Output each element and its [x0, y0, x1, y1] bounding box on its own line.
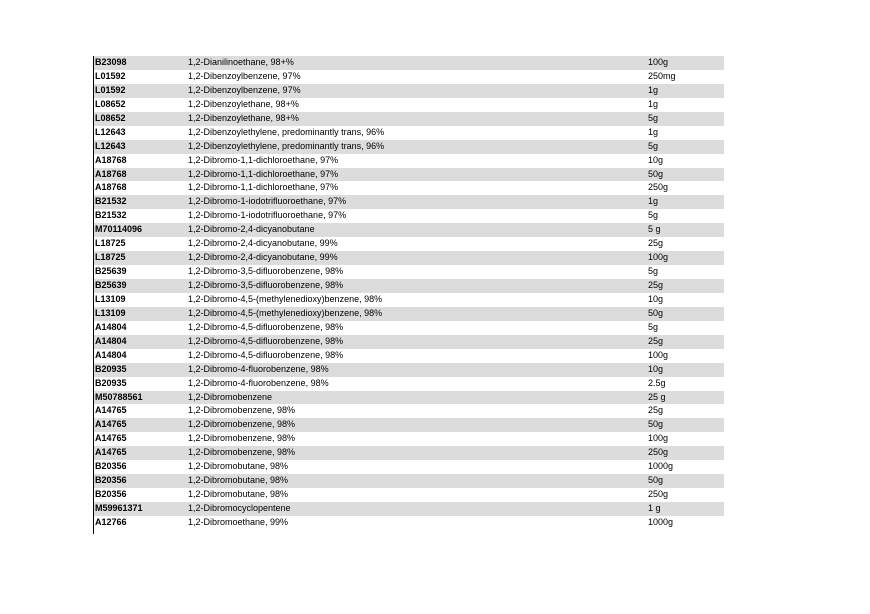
product-name: 1,2-Dibromobenzene, 98% [188, 447, 296, 458]
package-size: 1000g [648, 461, 674, 472]
catalog-number: B23098 [95, 57, 127, 67]
table-row [93, 460, 724, 474]
package-size: 5g [648, 210, 659, 221]
catalog-number: L08652 [95, 112, 126, 123]
product-name: 1,2-Dibromo-4-fluorobenzene, 98% [188, 377, 329, 388]
product-name: 1,2-Dibromobenzene, 98% [188, 419, 296, 430]
package-size: 5g [648, 266, 659, 277]
table-row [93, 154, 724, 168]
product-name: 1,2-Dibromo-4,5-difluorobenzene, 98% [188, 349, 344, 360]
package-size: 10g [648, 293, 664, 304]
product-name: 1,2-Dibromocyclopentene [188, 503, 291, 513]
table-row [93, 126, 724, 140]
table-row [93, 335, 724, 349]
catalog-number: A14804 [95, 335, 127, 346]
product-name: 1,2-Dibromo-1-iodotrifluoroethane, 97% [188, 210, 347, 221]
table-row [93, 488, 724, 502]
product-name: 1,2-Dibromo-2,4-dicyanobutane [188, 224, 315, 235]
catalog-number: B21532 [95, 196, 127, 207]
table-row [93, 70, 724, 84]
product-name: 1,2-Dibromo-3,5-difluorobenzene, 98% [188, 280, 344, 290]
table-row [93, 502, 724, 516]
package-size: 50g [648, 419, 664, 430]
package-size: 1000g [648, 516, 674, 527]
catalog-number: M59961371 [95, 503, 143, 513]
catalog-number: A14765 [95, 447, 127, 458]
catalog-number: A14804 [95, 321, 127, 332]
catalog-number: L18725 [95, 238, 126, 249]
table-row [93, 363, 724, 377]
table-row [93, 307, 724, 321]
catalog-number: A14765 [95, 405, 127, 416]
catalog-number: B25639 [95, 280, 127, 290]
table-row [93, 418, 724, 432]
package-size: 2.5g [648, 377, 666, 388]
package-size: 1g [648, 98, 659, 109]
package-size: 250g [648, 489, 669, 500]
package-size: 25 g [648, 391, 666, 402]
table-row [93, 84, 724, 98]
table-row [93, 223, 724, 237]
product-name: 1,2-Dibromobenzene, 98% [188, 433, 296, 444]
table-row [93, 56, 724, 70]
catalog-number: L01592 [95, 84, 126, 95]
product-name: 1,2-Dibromoethane, 99% [188, 516, 289, 527]
table-row [93, 404, 724, 418]
catalog-number: A14804 [95, 349, 127, 360]
package-size: 5g [648, 140, 659, 151]
product-name: 1,2-Dibromo-1,1-dichloroethane, 97% [188, 182, 339, 193]
table-row [93, 209, 724, 223]
package-size: 50g [648, 307, 664, 318]
table-row [93, 391, 724, 405]
table-row [93, 251, 724, 265]
catalog-number: B20356 [95, 489, 127, 500]
product-name: 1,2-Dibromo-4-fluorobenzene, 98% [188, 363, 329, 374]
table-row [93, 140, 724, 154]
package-size: 25g [648, 280, 664, 290]
catalog-number: M70114096 [95, 224, 143, 235]
table-row [93, 112, 724, 126]
catalog-number: L12643 [95, 126, 126, 137]
package-size: 5g [648, 321, 659, 332]
package-size: 100g [648, 349, 669, 360]
table-row [93, 446, 724, 460]
package-size: 100g [648, 252, 669, 263]
product-name: 1,2-Dibenzoylethane, 98+% [188, 98, 299, 109]
catalog-number: A18768 [95, 182, 127, 193]
package-size: 50g [648, 168, 664, 179]
package-size: 250g [648, 447, 669, 458]
catalog-number: B21532 [95, 210, 127, 221]
catalog-number: B20935 [95, 363, 127, 374]
catalog-table [93, 56, 724, 530]
package-size: 10g [648, 154, 664, 165]
product-name: 1,2-Dibenzoylethylene, predominantly trans, 96% [188, 126, 385, 137]
catalog-number: A14765 [95, 433, 127, 444]
product-name: 1,2-Dibromo-2,4-dicyanobutane, 99% [188, 238, 338, 249]
product-name: 1,2-Dibenzoylethylene, predominantly trans, 96% [188, 140, 385, 151]
table-row [93, 293, 724, 307]
table-row [93, 98, 724, 112]
product-name: 1,2-Dianilinoethane, 98+% [188, 57, 294, 67]
package-size: 1g [648, 84, 659, 95]
package-size: 25g [648, 335, 664, 346]
product-name: 1,2-Dibromo-4,5-difluorobenzene, 98% [188, 335, 344, 346]
table-row [93, 516, 724, 530]
product-name: 1,2-Dibenzoylbenzene, 97% [188, 70, 301, 81]
catalog-number: L01592 [95, 70, 126, 81]
product-name: 1,2-Dibromobenzene [188, 391, 273, 402]
table-row [93, 432, 724, 446]
package-size: 5 g [648, 224, 661, 235]
catalog-number: A18768 [95, 154, 127, 165]
table-row [93, 195, 724, 209]
package-size: 1g [648, 196, 659, 207]
package-size: 10g [648, 363, 664, 374]
catalog-number: A12766 [95, 516, 127, 527]
package-size: 25g [648, 405, 664, 416]
package-size: 1g [648, 126, 659, 137]
catalog-number: M50788561 [95, 391, 143, 402]
table-row [93, 237, 724, 251]
package-size: 100g [648, 433, 669, 444]
table-left-border [93, 56, 94, 534]
table-row [93, 168, 724, 182]
table-row [93, 349, 724, 363]
product-name: 1,2-Dibromo-4,5-(methylenedioxy)benzene, 98% [188, 307, 383, 318]
product-name: 1,2-Dibromo-3,5-difluorobenzene, 98% [188, 266, 344, 277]
catalog-number: B20356 [95, 475, 127, 486]
catalog-number: B25639 [95, 266, 127, 277]
package-size: 5g [648, 112, 659, 123]
product-name: 1,2-Dibromo-1,1-dichloroethane, 97% [188, 154, 339, 165]
table-row [93, 377, 724, 391]
table-row [93, 474, 724, 488]
table-row [93, 321, 724, 335]
catalog-number: L08652 [95, 98, 126, 109]
product-name: 1,2-Dibromobutane, 98% [188, 475, 289, 486]
table-row [93, 265, 724, 279]
product-name: 1,2-Dibromo-1,1-dichloroethane, 97% [188, 168, 339, 179]
catalog-number: L18725 [95, 252, 126, 263]
product-name: 1,2-Dibromo-4,5-difluorobenzene, 98% [188, 321, 344, 332]
catalog-number: A14765 [95, 419, 127, 430]
package-size: 100g [648, 57, 669, 67]
catalog-number: L13109 [95, 307, 126, 318]
product-name: 1,2-Dibenzoylbenzene, 97% [188, 84, 301, 95]
product-name: 1,2-Dibromo-4,5-(methylenedioxy)benzene, 98% [188, 293, 383, 304]
product-name: 1,2-Dibromo-1-iodotrifluoroethane, 97% [188, 196, 347, 207]
catalog-number: A18768 [95, 168, 127, 179]
package-size: 250g [648, 182, 669, 193]
product-name: 1,2-Dibromobenzene, 98% [188, 405, 296, 416]
package-size: 1 g [648, 503, 661, 513]
catalog-number: L13109 [95, 293, 126, 304]
table-row [93, 181, 724, 195]
table-row [93, 279, 724, 293]
package-size: 250mg [648, 70, 676, 81]
product-name: 1,2-Dibromobutane, 98% [188, 461, 289, 472]
package-size: 50g [648, 475, 664, 486]
catalog-number: L12643 [95, 140, 126, 151]
package-size: 25g [648, 238, 664, 249]
product-name: 1,2-Dibromobutane, 98% [188, 489, 289, 500]
catalog-number: B20935 [95, 377, 127, 388]
catalog-number: B20356 [95, 461, 127, 472]
product-name: 1,2-Dibenzoylethane, 98+% [188, 112, 299, 123]
product-name: 1,2-Dibromo-2,4-dicyanobutane, 99% [188, 252, 338, 263]
